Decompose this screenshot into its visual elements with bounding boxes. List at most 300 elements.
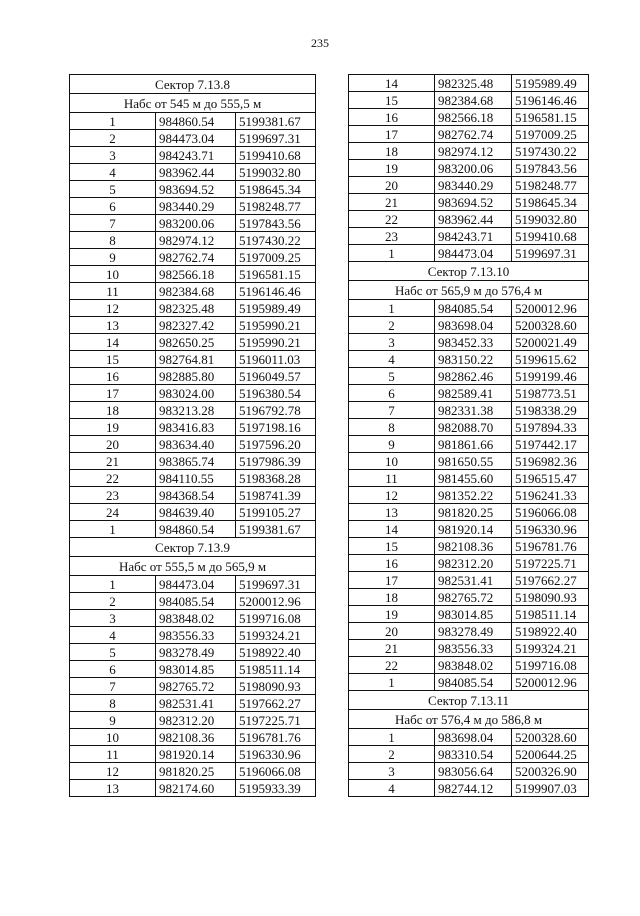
- x-coordinate: 983698.04: [435, 729, 512, 746]
- table-row: [349, 211, 589, 228]
- point-number: 12: [70, 300, 156, 317]
- x-coordinate: 983200.06: [156, 215, 236, 232]
- x-coordinate: 984473.04: [156, 576, 236, 593]
- y-coordinate: 5200644.25: [512, 746, 589, 763]
- point-number: 23: [349, 228, 435, 245]
- y-coordinate: 5196241.33: [512, 487, 589, 504]
- x-coordinate: 982384.68: [156, 283, 236, 300]
- point-number: 21: [349, 194, 435, 211]
- point-number: 6: [70, 198, 156, 215]
- x-coordinate: 981920.14: [156, 746, 236, 763]
- y-coordinate: 5198090.93: [512, 589, 589, 606]
- point-number: 5: [70, 181, 156, 198]
- point-number: 16: [349, 555, 435, 572]
- y-coordinate: 5198511.14: [236, 661, 316, 678]
- y-coordinate: 5197430.22: [236, 232, 316, 249]
- point-number: 16: [70, 368, 156, 385]
- x-coordinate: 984110.55: [156, 470, 236, 487]
- coordinates-table-right: [348, 74, 589, 797]
- y-coordinate: 5198741.39: [236, 487, 316, 504]
- table-row: [349, 504, 589, 521]
- point-number: 5: [70, 644, 156, 661]
- y-coordinate: 5196781.76: [512, 538, 589, 555]
- table-row: [349, 555, 589, 572]
- x-coordinate: 982744.12: [435, 780, 512, 797]
- y-coordinate: 5195989.49: [236, 300, 316, 317]
- x-coordinate: 983848.02: [435, 657, 512, 674]
- y-coordinate: 5196066.08: [236, 763, 316, 780]
- x-coordinate: 984473.04: [156, 130, 236, 147]
- table-row: [70, 419, 316, 436]
- sector-title: Сектор 7.13.11: [349, 691, 589, 710]
- y-coordinate: 5198248.77: [236, 198, 316, 215]
- x-coordinate: 983278.49: [435, 623, 512, 640]
- y-coordinate: 5195990.21: [236, 334, 316, 351]
- point-number: 14: [349, 75, 435, 92]
- point-number: 15: [70, 351, 156, 368]
- table-row: [349, 177, 589, 194]
- y-coordinate: 5198922.40: [512, 623, 589, 640]
- x-coordinate: 983694.52: [156, 181, 236, 198]
- x-coordinate: 983556.33: [156, 627, 236, 644]
- x-coordinate: 984860.54: [156, 113, 236, 130]
- table-row: [70, 147, 316, 164]
- x-coordinate: 983150.22: [435, 351, 512, 368]
- x-coordinate: 982174.60: [156, 780, 236, 797]
- x-coordinate: 984243.71: [435, 228, 512, 245]
- point-number: 3: [70, 147, 156, 164]
- table-row: [349, 92, 589, 109]
- point-number: 19: [349, 606, 435, 623]
- table-row: [349, 368, 589, 385]
- x-coordinate: 982589.41: [435, 385, 512, 402]
- x-coordinate: 983452.33: [435, 334, 512, 351]
- y-coordinate: 5197894.33: [512, 419, 589, 436]
- y-coordinate: 5195990.21: [236, 317, 316, 334]
- x-coordinate: 981352.22: [435, 487, 512, 504]
- point-number: 7: [70, 678, 156, 695]
- table-row: [70, 181, 316, 198]
- y-coordinate: 5198338.29: [512, 402, 589, 419]
- y-coordinate: 5196792.78: [236, 402, 316, 419]
- y-coordinate: 5199032.80: [512, 211, 589, 228]
- y-coordinate: 5199032.80: [236, 164, 316, 181]
- table-row: [349, 746, 589, 763]
- table-row: [70, 164, 316, 181]
- table-row: [349, 385, 589, 402]
- x-coordinate: 984085.54: [435, 674, 512, 691]
- y-coordinate: 5196330.96: [512, 521, 589, 538]
- x-coordinate: 983698.04: [435, 317, 512, 334]
- x-coordinate: 983694.52: [435, 194, 512, 211]
- point-number: 11: [70, 746, 156, 763]
- point-number: 22: [349, 211, 435, 228]
- y-coordinate: 5196982.36: [512, 453, 589, 470]
- table-row: [70, 610, 316, 627]
- table-row: [70, 249, 316, 266]
- x-coordinate: 983310.54: [435, 746, 512, 763]
- sector-title-row: [70, 75, 316, 94]
- x-coordinate: 981820.25: [435, 504, 512, 521]
- table-row: [349, 572, 589, 589]
- page-number: 235: [311, 36, 329, 50]
- y-coordinate: 5199324.21: [236, 627, 316, 644]
- table-row: [349, 674, 589, 691]
- x-coordinate: 984860.54: [156, 521, 236, 538]
- table-row: [349, 780, 589, 797]
- table-row: [70, 266, 316, 283]
- point-number: 9: [349, 436, 435, 453]
- x-coordinate: 982531.41: [435, 572, 512, 589]
- table-row: [349, 623, 589, 640]
- point-number: 10: [349, 453, 435, 470]
- point-number: 1: [349, 729, 435, 746]
- table-row: [70, 113, 316, 130]
- x-coordinate: 982325.48: [435, 75, 512, 92]
- y-coordinate: 5198368.28: [236, 470, 316, 487]
- y-coordinate: 5198645.34: [236, 181, 316, 198]
- table-row: [70, 729, 316, 746]
- sector-range: Набс от 565,9 м до 576,4 м: [349, 281, 589, 300]
- point-number: 19: [70, 419, 156, 436]
- point-number: 9: [70, 712, 156, 729]
- y-coordinate: 5197009.25: [512, 126, 589, 143]
- table-row: [70, 695, 316, 712]
- x-coordinate: 981650.55: [435, 453, 512, 470]
- table-row: [70, 763, 316, 780]
- x-coordinate: 982765.72: [435, 589, 512, 606]
- point-number: 24: [70, 504, 156, 521]
- table-row: [349, 419, 589, 436]
- table-row: [349, 538, 589, 555]
- y-coordinate: 5199105.27: [236, 504, 316, 521]
- y-coordinate: 5197662.27: [512, 572, 589, 589]
- y-coordinate: 5200328.60: [512, 729, 589, 746]
- point-number: 6: [70, 661, 156, 678]
- y-coordinate: 5199381.67: [236, 113, 316, 130]
- point-number: 14: [70, 334, 156, 351]
- point-number: 18: [349, 589, 435, 606]
- table-row: [349, 521, 589, 538]
- y-coordinate: 5198645.34: [512, 194, 589, 211]
- y-coordinate: 5199199.46: [512, 368, 589, 385]
- x-coordinate: 982108.36: [435, 538, 512, 555]
- point-number: 22: [349, 657, 435, 674]
- table-row: [70, 385, 316, 402]
- table-body-right: [349, 75, 589, 797]
- y-coordinate: 5200012.96: [236, 593, 316, 610]
- x-coordinate: 983962.44: [156, 164, 236, 181]
- table-row: [349, 470, 589, 487]
- table-row: [70, 402, 316, 419]
- table-row: [349, 194, 589, 211]
- y-coordinate: 5198773.51: [512, 385, 589, 402]
- x-coordinate: 982108.36: [156, 729, 236, 746]
- y-coordinate: 5196066.08: [512, 504, 589, 521]
- table-row: [70, 661, 316, 678]
- x-coordinate: 981861.66: [435, 436, 512, 453]
- y-coordinate: 5199381.67: [236, 521, 316, 538]
- x-coordinate: 983278.49: [156, 644, 236, 661]
- x-coordinate: 983014.85: [156, 661, 236, 678]
- table-row: [70, 300, 316, 317]
- table-row: [70, 593, 316, 610]
- table-row: [349, 160, 589, 177]
- table-row: [70, 351, 316, 368]
- y-coordinate: 5197442.17: [512, 436, 589, 453]
- table-row: [70, 198, 316, 215]
- point-number: 8: [349, 419, 435, 436]
- table-row: [349, 109, 589, 126]
- x-coordinate: 984243.71: [156, 147, 236, 164]
- x-coordinate: 982312.20: [435, 555, 512, 572]
- x-coordinate: 983440.29: [156, 198, 236, 215]
- y-coordinate: 5197662.27: [236, 695, 316, 712]
- x-coordinate: 982762.74: [435, 126, 512, 143]
- point-number: 11: [70, 283, 156, 300]
- point-number: 3: [349, 334, 435, 351]
- table-row: [70, 487, 316, 504]
- x-coordinate: 983024.00: [156, 385, 236, 402]
- point-number: 8: [70, 695, 156, 712]
- x-coordinate: 982327.42: [156, 317, 236, 334]
- y-coordinate: 5199697.31: [236, 576, 316, 593]
- x-coordinate: 982974.12: [435, 143, 512, 160]
- x-coordinate: 984473.04: [435, 245, 512, 262]
- table-body-left: [70, 75, 316, 797]
- point-number: 16: [349, 109, 435, 126]
- table-row: [70, 317, 316, 334]
- point-number: 2: [70, 593, 156, 610]
- y-coordinate: 5196330.96: [236, 746, 316, 763]
- x-coordinate: 984085.54: [156, 593, 236, 610]
- point-number: 2: [349, 746, 435, 763]
- table-row: [349, 143, 589, 160]
- point-number: 20: [349, 177, 435, 194]
- table-row: [70, 712, 316, 729]
- point-number: 4: [349, 351, 435, 368]
- point-number: 1: [349, 245, 435, 262]
- point-number: 1: [70, 576, 156, 593]
- y-coordinate: 5196581.15: [236, 266, 316, 283]
- point-number: 4: [70, 164, 156, 181]
- point-number: 20: [70, 436, 156, 453]
- y-coordinate: 5199324.21: [512, 640, 589, 657]
- y-coordinate: 5195989.49: [512, 75, 589, 92]
- y-coordinate: 5196515.47: [512, 470, 589, 487]
- table-row: [349, 453, 589, 470]
- x-coordinate: 982765.72: [156, 678, 236, 695]
- x-coordinate: 984368.54: [156, 487, 236, 504]
- point-number: 23: [70, 487, 156, 504]
- point-number: 17: [349, 572, 435, 589]
- x-coordinate: 983556.33: [435, 640, 512, 657]
- sector-range-row: [349, 710, 589, 729]
- y-coordinate: 5199716.08: [236, 610, 316, 627]
- y-coordinate: 5196380.54: [236, 385, 316, 402]
- sector-title: Сектор 7.13.9: [70, 538, 316, 557]
- point-number: 1: [349, 674, 435, 691]
- point-number: 2: [349, 317, 435, 334]
- y-coordinate: 5200328.60: [512, 317, 589, 334]
- sector-title-row: [70, 538, 316, 557]
- table-row: [70, 232, 316, 249]
- point-number: 12: [349, 487, 435, 504]
- y-coordinate: 5196049.57: [236, 368, 316, 385]
- table-row: [70, 334, 316, 351]
- table-row: [349, 606, 589, 623]
- x-coordinate: 982312.20: [156, 712, 236, 729]
- x-coordinate: 982650.25: [156, 334, 236, 351]
- y-coordinate: 5197596.20: [236, 436, 316, 453]
- coordinates-table-left: [69, 74, 316, 797]
- x-coordinate: 982974.12: [156, 232, 236, 249]
- point-number: 1: [349, 300, 435, 317]
- table-row: [70, 576, 316, 593]
- sector-title: Сектор 7.13.8: [70, 75, 316, 94]
- table-row: [349, 657, 589, 674]
- y-coordinate: 5197198.16: [236, 419, 316, 436]
- point-number: 3: [349, 763, 435, 780]
- y-coordinate: 5199716.08: [512, 657, 589, 674]
- y-coordinate: 5199697.31: [236, 130, 316, 147]
- table-row: [70, 746, 316, 763]
- y-coordinate: 5196581.15: [512, 109, 589, 126]
- x-coordinate: 982885.80: [156, 368, 236, 385]
- y-coordinate: 5196146.46: [512, 92, 589, 109]
- table-row: [70, 368, 316, 385]
- x-coordinate: 981820.25: [156, 763, 236, 780]
- table-row: [70, 644, 316, 661]
- table-row: [349, 589, 589, 606]
- table-row: [70, 215, 316, 232]
- y-coordinate: 5197225.71: [512, 555, 589, 572]
- sector-title-row: [349, 691, 589, 710]
- table-row: [349, 351, 589, 368]
- point-number: 10: [70, 729, 156, 746]
- sector-range-row: [70, 557, 316, 576]
- point-number: 13: [70, 317, 156, 334]
- point-number: 22: [70, 470, 156, 487]
- table-row: [349, 75, 589, 92]
- x-coordinate: 982566.18: [156, 266, 236, 283]
- y-coordinate: 5199410.68: [236, 147, 316, 164]
- point-number: 9: [70, 249, 156, 266]
- y-coordinate: 5195933.39: [236, 780, 316, 797]
- y-coordinate: 5197009.25: [236, 249, 316, 266]
- x-coordinate: 982088.70: [435, 419, 512, 436]
- x-coordinate: 983634.40: [156, 436, 236, 453]
- x-coordinate: 983962.44: [435, 211, 512, 228]
- y-coordinate: 5199697.31: [512, 245, 589, 262]
- y-coordinate: 5200326.90: [512, 763, 589, 780]
- x-coordinate: 983865.74: [156, 453, 236, 470]
- point-number: 13: [349, 504, 435, 521]
- y-coordinate: 5198090.93: [236, 678, 316, 695]
- table-row: [349, 436, 589, 453]
- point-number: 18: [349, 143, 435, 160]
- x-coordinate: 982325.48: [156, 300, 236, 317]
- point-number: 18: [70, 402, 156, 419]
- sector-title-row: [349, 262, 589, 281]
- sector-title: Сектор 7.13.10: [349, 262, 589, 281]
- table-row: [70, 521, 316, 538]
- point-number: 8: [70, 232, 156, 249]
- table-row: [70, 283, 316, 300]
- point-number: 20: [349, 623, 435, 640]
- point-number: 10: [70, 266, 156, 283]
- table-row: [70, 453, 316, 470]
- table-row: [349, 640, 589, 657]
- x-coordinate: 982762.74: [156, 249, 236, 266]
- point-number: 5: [349, 368, 435, 385]
- y-coordinate: 5200012.96: [512, 674, 589, 691]
- point-number: 13: [70, 780, 156, 797]
- sector-range: Набс от 545 м до 555,5 м: [70, 94, 316, 113]
- point-number: 2: [70, 130, 156, 147]
- point-number: 12: [70, 763, 156, 780]
- table-row: [70, 627, 316, 644]
- point-number: 7: [349, 402, 435, 419]
- table-row: [70, 504, 316, 521]
- x-coordinate: 982566.18: [435, 109, 512, 126]
- x-coordinate: 984085.54: [435, 300, 512, 317]
- table-row: [349, 487, 589, 504]
- point-number: 17: [349, 126, 435, 143]
- table-row: [349, 763, 589, 780]
- x-coordinate: 982862.46: [435, 368, 512, 385]
- point-number: 4: [70, 627, 156, 644]
- y-coordinate: 5196146.46: [236, 283, 316, 300]
- y-coordinate: 5197225.71: [236, 712, 316, 729]
- x-coordinate: 983213.28: [156, 402, 236, 419]
- y-coordinate: 5196781.76: [236, 729, 316, 746]
- x-coordinate: 982531.41: [156, 695, 236, 712]
- y-coordinate: 5197986.39: [236, 453, 316, 470]
- x-coordinate: 984639.40: [156, 504, 236, 521]
- point-number: 1: [70, 113, 156, 130]
- table-row: [349, 729, 589, 746]
- table-row: [349, 334, 589, 351]
- y-coordinate: 5198922.40: [236, 644, 316, 661]
- point-number: 1: [70, 521, 156, 538]
- y-coordinate: 5197843.56: [236, 215, 316, 232]
- table-row: [70, 780, 316, 797]
- point-number: 17: [70, 385, 156, 402]
- table-row: [349, 402, 589, 419]
- sector-range: Набс от 576,4 м до 586,8 м: [349, 710, 589, 729]
- x-coordinate: 981455.60: [435, 470, 512, 487]
- table-row: [349, 126, 589, 143]
- point-number: 6: [349, 385, 435, 402]
- table-row: [70, 678, 316, 695]
- x-coordinate: 983014.85: [435, 606, 512, 623]
- point-number: 21: [70, 453, 156, 470]
- point-number: 21: [349, 640, 435, 657]
- table-row: [70, 470, 316, 487]
- y-coordinate: 5200012.96: [512, 300, 589, 317]
- x-coordinate: 982331.38: [435, 402, 512, 419]
- y-coordinate: 5198248.77: [512, 177, 589, 194]
- x-coordinate: 982764.81: [156, 351, 236, 368]
- x-coordinate: 983416.83: [156, 419, 236, 436]
- x-coordinate: 981920.14: [435, 521, 512, 538]
- y-coordinate: 5199615.62: [512, 351, 589, 368]
- point-number: 15: [349, 538, 435, 555]
- y-coordinate: 5196011.03: [236, 351, 316, 368]
- y-coordinate: 5199410.68: [512, 228, 589, 245]
- point-number: 19: [349, 160, 435, 177]
